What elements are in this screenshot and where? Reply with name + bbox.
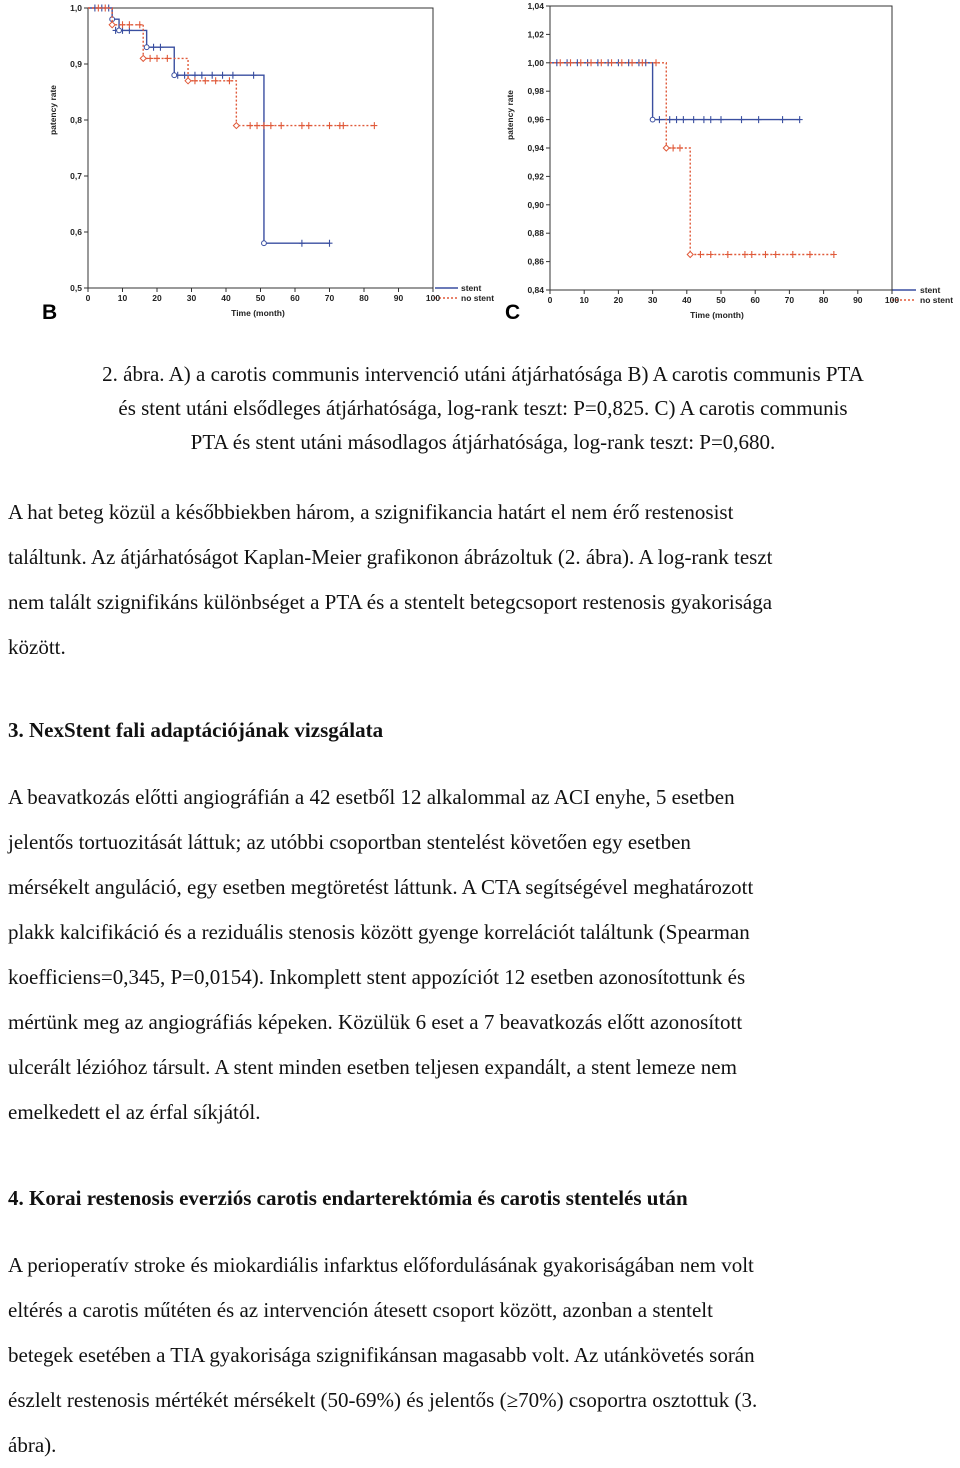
stent-censor-mark	[674, 116, 680, 123]
x-tick-label: 20	[152, 293, 162, 303]
no-stent-censor-mark	[790, 251, 796, 258]
stent-censor-mark	[327, 240, 333, 247]
no-stent-event-marker	[109, 22, 115, 28]
x-tick-label: 0	[547, 295, 553, 305]
no-stent-censor-mark	[588, 59, 594, 66]
no-stent-censor-mark	[598, 59, 604, 66]
no-stent-censor-mark	[147, 55, 153, 62]
paragraph-line: észlelt restenosis mértékét mérsékelt (50-69%) és jelentős (≥70%) csoportra osztottuk (3.	[8, 1388, 758, 1412]
y-tick-label: 0,7	[70, 171, 82, 181]
x-axis-label-b: Time (month)	[231, 308, 285, 318]
stent-survival-line-c	[550, 63, 800, 120]
stent-event-marker	[172, 73, 177, 78]
no-stent-censor-mark	[102, 5, 108, 12]
x-tick-label: 70	[324, 293, 335, 303]
no-stent-censor-mark	[619, 59, 625, 66]
x-tick-label: 80	[359, 293, 369, 303]
stent-censor-mark	[157, 44, 163, 51]
legend-no-stent-label-b: no stent	[461, 293, 495, 303]
no-stent-censor-mark	[742, 251, 748, 258]
x-tick-label: 40	[221, 293, 231, 303]
stent-censor-mark	[299, 240, 305, 247]
no-stent-censor-mark	[578, 59, 584, 66]
x-tick-label: 50	[255, 293, 266, 303]
no-stent-censor-mark	[202, 77, 208, 84]
y-tick-label: 0,98	[527, 86, 544, 97]
stent-event-marker	[144, 45, 149, 50]
no-stent-censor-mark	[708, 251, 714, 258]
no-stent-censor-mark	[226, 77, 232, 84]
stent-censor-mark	[708, 116, 714, 123]
stent-censor-mark	[151, 44, 157, 51]
x-tick-label: 60	[290, 293, 300, 303]
x-tick-label: 20	[613, 295, 624, 305]
paragraph-line: találtunk. Az átjárhatóságot Kaplan-Meier grafikonon ábrázoltuk (2. ábra). A log-rank teszt	[8, 545, 773, 569]
stent-censor-mark	[701, 116, 707, 123]
no-stent-event-marker	[185, 78, 191, 84]
no-stent-censor-mark	[670, 145, 676, 152]
paragraph-line: ulcerált lézióhoz társult. A stent minden esetben teljesen expandált, a stent lemeze nem	[8, 1055, 737, 1079]
figure-caption	[8, 357, 958, 459]
stent-censor-mark	[209, 72, 215, 79]
x-tick-label: 40	[682, 295, 692, 305]
no-stent-censor-mark	[278, 122, 284, 129]
stent-event-marker	[650, 117, 655, 122]
section-heading-4: 4. Korai restenosis everziós carotis endarterektómia és carotis stentelés után	[8, 1186, 688, 1210]
stent-censor-mark	[667, 116, 673, 123]
x-tick-label: 10	[579, 295, 589, 305]
paragraph-line: koefficiens=0,345, P=0,0154). Inkomplett stent appozíciót 12 esetben azonosítottunk és	[8, 965, 746, 989]
y-tick-label: 0,90	[527, 199, 544, 210]
no-stent-censor-mark	[677, 145, 683, 152]
paragraph-line: mérsékelt anguláció, egy esetben megtöretést láttunk. A CTA segítségével meghatározott	[8, 875, 754, 899]
no-stent-censor-mark	[247, 122, 253, 129]
no-stent-censor-mark	[299, 122, 305, 129]
y-tick-label: 0,9	[70, 59, 82, 69]
stent-censor-mark	[691, 116, 697, 123]
x-tick-label: 70	[784, 295, 795, 305]
paragraph-line: plakk kalcifikáció és a reziduális stenosis között gyenge korrelációt találtunk (Spearman	[8, 920, 750, 944]
stent-censor-mark	[182, 72, 188, 79]
no-stent-censor-mark	[306, 122, 312, 129]
stent-censor-mark	[797, 116, 803, 123]
stent-censor-mark	[680, 116, 686, 123]
legend-stent-label-b: stent	[461, 283, 482, 293]
paragraph-line: A hat beteg közül a későbbiekben három, a szignifikancia határt el nem érő restenosist	[8, 500, 734, 524]
no-stent-censor-mark	[749, 251, 755, 258]
section-heading-3: 3. NexStent fali adaptációjának vizsgálata	[8, 718, 384, 742]
chart-b-svg	[0, 0, 495, 330]
y-tick-label: 0,88	[527, 228, 544, 239]
no-stent-censor-mark	[773, 251, 779, 258]
no-stent-censor-mark	[126, 21, 132, 28]
no-stent-censor-mark	[340, 122, 346, 129]
paragraph-line: között.	[8, 635, 66, 659]
no-stent-censor-mark	[653, 59, 659, 66]
stent-censor-mark	[220, 72, 226, 79]
y-tick-label: 0,8	[70, 115, 82, 125]
no-stent-survival-line-c	[550, 63, 834, 255]
y-axis-label-c: patency rate	[505, 89, 515, 141]
paragraph-restenosis	[8, 1243, 958, 1468]
legend-c	[892, 285, 953, 305]
no-stent-censor-mark	[213, 77, 219, 84]
y-tick-label: 0,96	[527, 114, 544, 125]
no-stent-censor-mark	[268, 122, 274, 129]
stent-censor-mark	[780, 116, 786, 123]
paragraph-line: mértünk meg az angiográfiás képeken. Közülük 6 eset a 7 beavatkozás előtt azonosított	[8, 1010, 743, 1034]
y-tick-label: 1,02	[527, 29, 544, 40]
stent-survival-line-b	[88, 8, 330, 243]
paragraph-line: eltérés a carotis műtéten és az intervención átesett csoport között, azonban a stentelt	[8, 1298, 713, 1322]
paragraph-line: emelkedett el az érfal síkjától.	[8, 1100, 261, 1124]
y-tick-label: 1,00	[527, 57, 544, 68]
y-tick-label: 0,6	[70, 227, 82, 237]
x-tick-label: 100	[884, 295, 900, 305]
x-tick-label: 30	[186, 293, 197, 303]
chart-c-svg	[480, 0, 960, 330]
paragraph-results	[8, 490, 958, 670]
no-stent-censor-mark	[697, 251, 703, 258]
stent-censor-mark	[656, 116, 662, 123]
y-tick-label: 0,92	[527, 171, 544, 182]
no-stent-censor-mark	[762, 251, 768, 258]
stent-event-marker	[262, 241, 267, 246]
plot-frame-c	[550, 6, 892, 290]
stent-censor-mark	[230, 72, 236, 79]
no-stent-censor-mark	[95, 5, 101, 12]
x-tick-label: 50	[716, 295, 726, 305]
y-tick-label: 1,0	[70, 3, 82, 13]
caption-line: és stent utáni elsődleges átjárhatósága, log-rank teszt: P=0,825. C) A carotis communis	[118, 396, 848, 420]
no-stent-censor-mark	[557, 59, 563, 66]
no-stent-censor-mark	[327, 122, 333, 129]
no-stent-censor-mark	[120, 21, 126, 28]
no-stent-event-marker	[663, 145, 669, 151]
no-stent-censor-mark	[568, 59, 574, 66]
x-tick-label: 100	[425, 293, 441, 303]
caption-line: PTA és stent utáni másodlagos átjárhatósága, log-rank teszt: P=0,680.	[190, 430, 776, 454]
kaplan-meier-figure-b	[0, 0, 495, 330]
legend-stent-label-c: stent	[920, 285, 941, 295]
legend-no-stent-label-c: no stent	[920, 295, 954, 305]
no-stent-censor-mark	[831, 251, 837, 258]
stent-censor-mark	[718, 116, 724, 123]
no-stent-censor-mark	[725, 251, 731, 258]
x-tick-label: 30	[647, 295, 658, 305]
no-stent-event-marker	[687, 252, 693, 258]
no-stent-event-marker	[233, 123, 239, 129]
no-stent-censor-mark	[192, 77, 198, 84]
no-stent-censor-mark	[164, 55, 170, 62]
y-tick-label: 0,94	[527, 143, 544, 153]
y-tick-label: 1,04	[527, 1, 544, 11]
paragraph-line: ábra).	[8, 1433, 57, 1457]
paragraph-line: A beavatkozás előtti angiográfián a 42 esetből 12 alkalommal az ACI enyhe, 5 esetben	[8, 785, 735, 809]
y-tick-label: 0,84	[527, 285, 544, 295]
no-stent-censor-mark	[154, 55, 160, 62]
kaplan-meier-figure-c	[480, 0, 960, 330]
no-stent-censor-mark	[261, 122, 267, 129]
stent-censor-mark	[756, 116, 762, 123]
y-tick-label: 0,5	[70, 283, 82, 293]
x-tick-label: 90	[393, 293, 404, 303]
no-stent-censor-mark	[609, 59, 615, 66]
no-stent-censor-mark	[629, 59, 635, 66]
no-stent-censor-mark	[371, 122, 377, 129]
paragraph-line: jelentős tortuozitását láttuk; az utóbbi csoportban stentelést követően egy esetben	[8, 830, 691, 854]
paragraph-line: nem talált szignifikáns különbséget a PTA és a stentelt betegcsoport restenosis gyakorisága	[8, 590, 773, 614]
plot-frame-b	[88, 8, 433, 288]
panel-letter-b: B	[42, 301, 58, 324]
y-axis-label-b: patency rate	[48, 84, 58, 136]
x-tick-label: 80	[818, 295, 829, 305]
paragraph-line: betegek esetében a TIA gyakorisága szignifikánsan magasabb volt. Az utánkövetés során	[8, 1343, 755, 1367]
no-stent-censor-mark	[137, 21, 143, 28]
paragraph-line: A perioperatív stroke és miokardiális infarktus előfordulásának gyakoriságában nem volt	[8, 1253, 754, 1277]
x-tick-label: 0	[85, 293, 91, 303]
no-stent-censor-mark	[254, 122, 260, 129]
no-stent-censor-mark	[807, 251, 813, 258]
panel-letter-c: C	[505, 301, 521, 324]
stent-censor-mark	[199, 72, 205, 79]
stent-censor-mark	[251, 72, 257, 79]
no-stent-event-marker	[140, 55, 146, 61]
x-axis-label-c: Time (month)	[690, 310, 744, 320]
x-tick-label: 60	[750, 295, 760, 305]
paragraph-nexstent	[8, 775, 958, 1135]
y-tick-label: 0,86	[527, 256, 544, 267]
x-tick-label: 90	[853, 295, 863, 305]
stent-censor-mark	[739, 116, 745, 123]
stent-event-marker	[117, 28, 122, 33]
caption-line: 2. ábra. A) a carotis communis intervenció utáni átjárhatósága B) A carotis communis PTA	[102, 362, 864, 386]
no-stent-survival-line-b	[88, 8, 374, 126]
no-stent-censor-mark	[639, 59, 645, 66]
x-tick-label: 10	[117, 293, 128, 303]
